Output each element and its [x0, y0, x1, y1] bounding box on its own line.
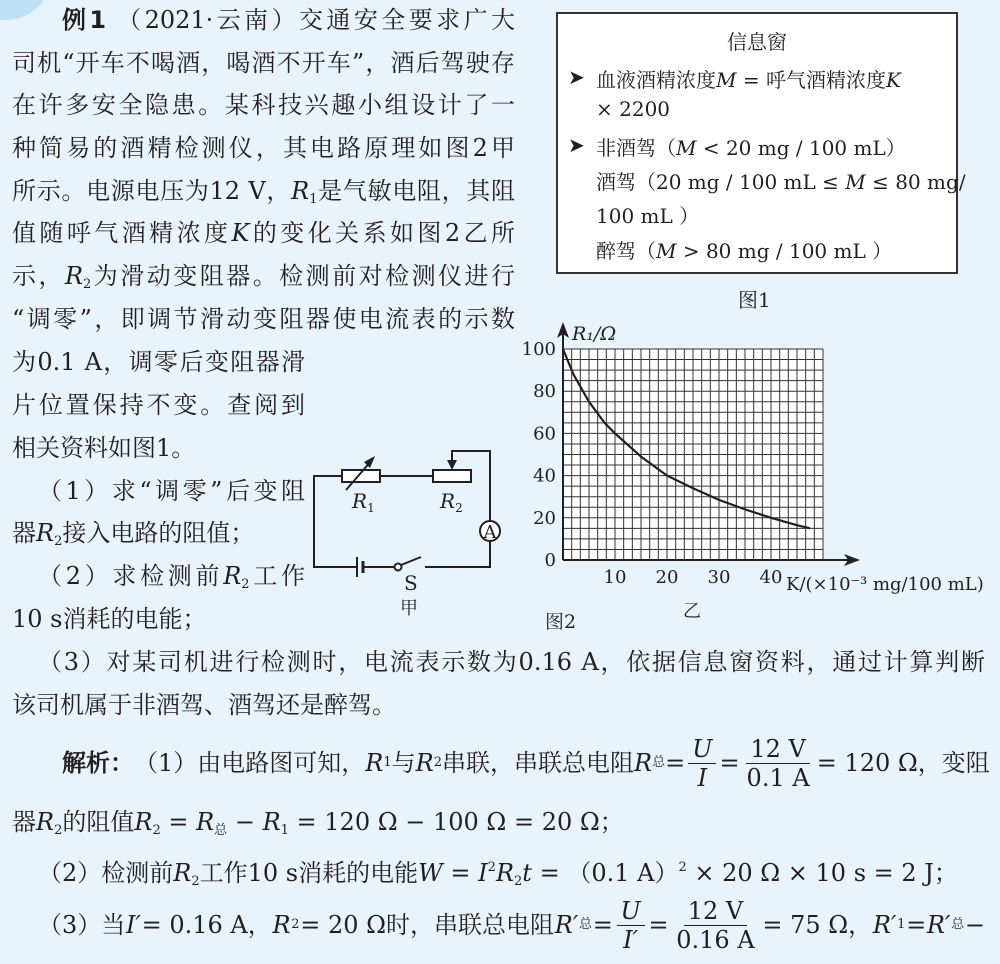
text-segment: = — [442, 859, 479, 887]
variable: R — [64, 262, 84, 290]
text-segment: 酒驾（20 mg / 100 mL ≤ — [596, 170, 846, 194]
denominator: I′ — [623, 925, 639, 954]
text-segment: （2021·云南）交通安全要求广大 — [106, 6, 515, 34]
variable: R — [495, 859, 515, 887]
variable: R — [365, 749, 384, 777]
text-segment: 串联，串联总电阻 — [442, 749, 634, 777]
text-segment: （2）求检测前 — [38, 562, 224, 590]
text-segment: 2 — [487, 860, 496, 875]
variable: R′ — [554, 911, 579, 939]
text-segment: 2 — [191, 874, 200, 889]
denominator: I — [697, 763, 708, 792]
text-line: 解析： （1）由电路图可知， R 1 与 R 2 串联，串联总电阻 R 总 = $\frac{U}{I}$ = $\frac{12 V}{0.1 A}$ = 120 Ω，变阻 — [62, 734, 990, 792]
numerator: 12 V — [684, 897, 748, 926]
text-segment: （3）当 — [38, 911, 126, 939]
y-tick-label: 0 — [544, 550, 556, 571]
text-segment: 工作10 s消耗的电能 — [199, 859, 419, 887]
text-segment: 2 — [241, 577, 250, 591]
text-segment: = — [592, 911, 613, 939]
text-segment: 总 — [214, 823, 228, 838]
resistor-r2 — [433, 470, 471, 482]
r1-label: $R_1$ — [352, 489, 375, 515]
text-segment: 值随呼气酒精浓度 — [12, 219, 232, 247]
text-line: （3）当 I′ = 0.16 A， R 2 = 20 Ω时，串联总电阻 R′ 总 = $\frac{U}{I'}$ = $\frac{12 V}{0.16 A}$ = 75 Ω， R′ 1 = R′ 总 − — [38, 896, 985, 954]
text-segment: 是气敏电阻，其阻 — [317, 177, 515, 205]
text-segment: 非酒驾（ — [596, 136, 676, 160]
variable: M — [845, 170, 866, 194]
text-segment: 100 mL ） — [596, 204, 700, 228]
x-axis-label: K/(×10⁻³ mg/100 mL) — [786, 574, 984, 595]
text-segment: ≤ 80 mg/ — [865, 170, 966, 194]
slider-arrow-icon — [447, 460, 457, 470]
variable: R — [262, 808, 281, 836]
switch-lever — [401, 557, 421, 565]
text-segment: = — [719, 749, 740, 777]
text-segment: 10 s消耗的电能； — [12, 605, 207, 633]
text-segment: 种简易的酒精检测仪，其电路原理如图2甲 — [12, 134, 515, 162]
figure-1-caption: 图1 — [738, 288, 771, 312]
text-segment: 1 — [309, 192, 318, 206]
text-segment: = 0.16 A， — [141, 911, 272, 939]
text-segment: < 20 mg / 100 mL） — [696, 136, 906, 160]
text-segment: 为0.1 A，调零后变阻器滑 — [12, 348, 305, 376]
variable: t — [522, 859, 532, 887]
text-segment: − — [227, 808, 263, 836]
variable: R — [223, 562, 242, 590]
label-bold: 解析： — [62, 749, 134, 777]
text-segment: （1）由电路图可知， — [134, 749, 366, 777]
variable: I′ — [125, 911, 141, 939]
numerator: U — [688, 735, 716, 764]
text-segment: = — [665, 749, 686, 777]
text-segment: = — [648, 911, 669, 939]
variable: R — [196, 808, 215, 836]
variable: R — [272, 911, 291, 939]
text-segment: 血液酒精浓度 — [596, 68, 716, 92]
denominator: 0.16 A — [676, 925, 755, 954]
variable: R — [634, 749, 653, 777]
variable: R — [134, 808, 153, 836]
variable: R — [173, 859, 192, 887]
ammeter-label: A — [483, 522, 497, 543]
text-segment: 所示。电源电压为12 V， — [12, 177, 292, 205]
text-segment: = — [160, 808, 197, 836]
variable: R — [291, 177, 310, 205]
text-segment: 1 — [280, 823, 289, 838]
r2-label: $R_2$ — [440, 489, 463, 515]
variable: M — [676, 136, 697, 160]
text-segment: = 20 Ω时，串联总电阻 — [300, 911, 555, 939]
text-segment: = 75 Ω， — [762, 911, 873, 939]
switch-label: S — [404, 571, 418, 595]
triangle-right-icon: ➤ — [568, 133, 585, 157]
text-segment: 片位置保持不变。查阅到 — [12, 391, 305, 419]
text-segment: 的变化关系如图2乙所 — [249, 219, 515, 247]
text-segment: = — [906, 911, 927, 939]
text-segment: 接入电路的阻值； — [62, 519, 255, 547]
text-segment: “调零”，即调节滑动变阻器使电流表的示数 — [12, 305, 515, 333]
info-window-title: 信息窗 — [727, 30, 787, 54]
text-segment: 2 — [152, 823, 161, 838]
variable: R — [36, 519, 55, 547]
text-segment: 2 — [54, 823, 63, 838]
text-segment: （1）求“调零”后变阻 — [38, 477, 305, 505]
variable: R — [36, 808, 55, 836]
figure-2-caption: 图2 — [545, 611, 577, 633]
x-tick-label: 30 — [707, 567, 731, 588]
y-tick-label: 40 — [533, 465, 556, 487]
variable: I — [478, 859, 488, 887]
text-segment: 醉驾（ — [596, 239, 656, 263]
text-segment: 的阻值 — [62, 808, 135, 836]
chart-sub-caption: 乙 — [683, 601, 701, 622]
numerator: 12 V — [746, 735, 810, 764]
circuit-diagram — [314, 451, 500, 577]
variable: M — [656, 239, 677, 263]
denominator: 0.1 A — [746, 763, 810, 792]
triangle-right-icon: ➤ — [568, 65, 585, 89]
text-segment: = 120 Ω，变阻 — [816, 749, 990, 777]
variable: W — [418, 859, 443, 887]
text-segment: − — [964, 911, 985, 939]
switch-pivot — [395, 564, 402, 571]
resistance-chart — [522, 322, 984, 633]
text-segment: 与 — [391, 749, 416, 777]
text-segment: 2 — [678, 860, 687, 875]
text-segment: （3）对某司机进行检测时，电流表示数为0.16 A，依据信息窗资料，通过计算判断 — [38, 648, 985, 676]
y-tick-label: 100 — [521, 339, 556, 360]
y-tick-label: 80 — [533, 381, 556, 403]
text-segment: = 120 Ω − 100 Ω = 20 Ω； — [288, 808, 624, 836]
circuit-caption: 甲 — [400, 598, 418, 619]
y-axis-label: R₁/Ω — [572, 323, 617, 345]
text-segment: × 2200 — [596, 97, 671, 121]
text-segment: 在许多安全隐患。某科技兴趣小组设计了一 — [12, 91, 515, 119]
text-segment: （2）检测前 — [38, 859, 174, 887]
variable: R′ — [926, 911, 951, 939]
text-segment: > 80 mg / 100 mL ） — [676, 239, 893, 263]
y-tick-label: 60 — [533, 423, 556, 445]
label-bold: 例1 — [62, 6, 107, 34]
text-segment: 2 — [83, 277, 92, 291]
text-segment: = （0.1 A） — [531, 859, 679, 887]
text-segment: = 呼气酒精浓度 — [736, 68, 886, 92]
variable: M — [716, 68, 737, 92]
circuit-wire — [314, 451, 490, 567]
x-tick-label: 40 — [759, 567, 783, 588]
text-segment: 器 — [12, 808, 36, 836]
text-segment: 为滑动变阻器。检测前对检测仪进行 — [91, 262, 515, 290]
text-segment: 示， — [12, 262, 65, 290]
text-segment: 2 — [514, 874, 523, 889]
x-tick-label: 20 — [655, 567, 679, 588]
text-segment: 工作 — [249, 562, 305, 590]
variable: R′ — [872, 911, 897, 939]
text-segment: 相关资料如图1。 — [12, 434, 196, 462]
variable: K — [231, 219, 250, 247]
variable: R — [415, 749, 434, 777]
text-segment: × 20 Ω × 10 s = 2 J； — [686, 859, 958, 887]
text-segment: 2 — [54, 534, 63, 549]
y-tick-label: 20 — [533, 507, 556, 529]
text-segment: 司机“开车不喝酒，喝酒不开车”，酒后驾驶存 — [12, 49, 515, 77]
x-tick-label: 10 — [603, 567, 627, 588]
text-segment: 器 — [12, 519, 36, 547]
text-segment: 该司机属于非酒驾、酒驾还是醉驾。 — [12, 691, 396, 719]
variable: K — [885, 68, 901, 92]
numerator: U — [617, 897, 645, 926]
